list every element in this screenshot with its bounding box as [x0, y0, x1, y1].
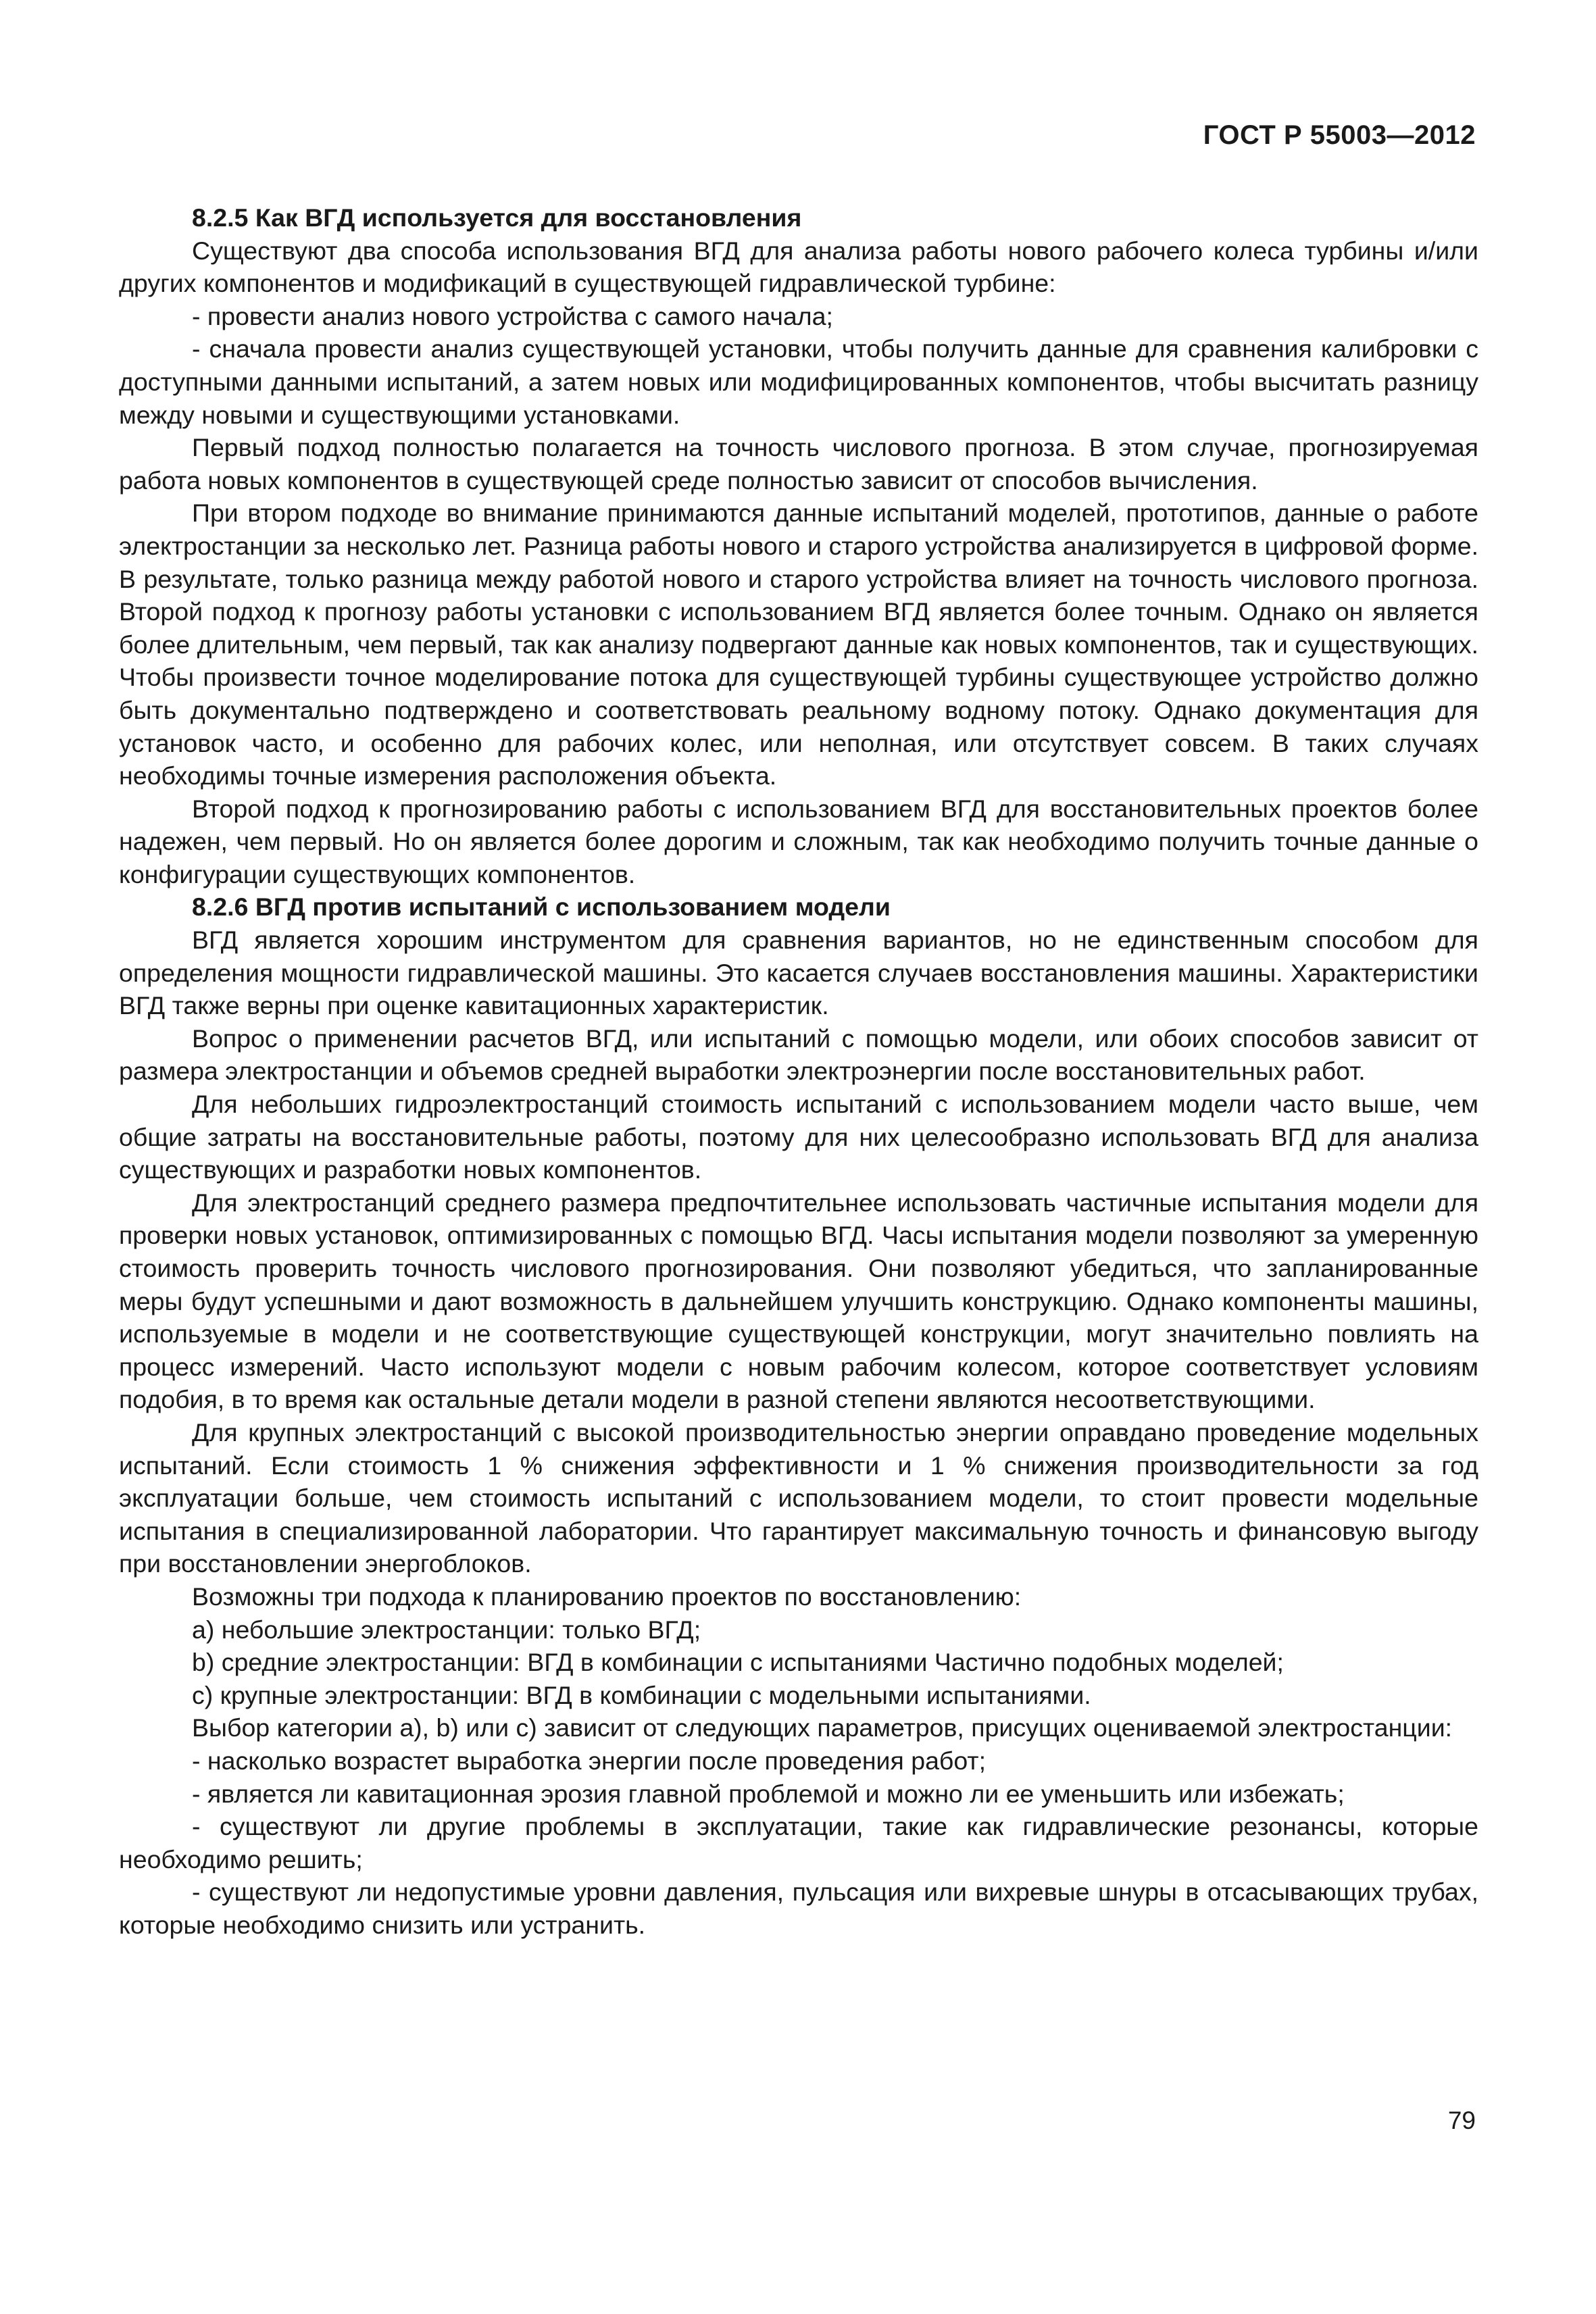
paragraph: При втором подходе во внимание принимаются данные испытаний моделей, прототипов, данные о работе электростанции за несколько лет. Разница работы нового и старого устройства анализируется в цифровой форме. В результате, только разница между работой нового и старого устройства влияет на точность числового прогноза. Второй подход к прогнозу работы установки с использованием ВГД является более точным. Однако он является более длительным, чем первый, так как анализу подвергают данные как новых компонентов, так и существующих. Чтобы произвести точное моделирование потока для существующей турбины существующее устройство должно быть документально подтверждено и соответствовать реальному водному потоку. Однако документация для установок часто, и особенно для рабочих колес, или неполная, или отсутствует совсем. В таких случаях необходимы точные измерения расположения объекта. [119, 499, 1478, 790]
paragraph: ВГД является хорошим инструментом для сравнения вариантов, но не единственным способом для определения мощности гидравлической машины. Это касается случаев восстановления машины. Характеристики ВГД также верны при оценке кавитационных характеристик. [119, 926, 1478, 1020]
section-heading-8-2-5: 8.2.5 Как ВГД используется для восстановления [192, 203, 802, 232]
paragraph: Второй подход к прогнозированию работы с использованием ВГД для восстановительных проектов более надежен, чем первый. Но он является более дорогим и сложным, так как необходимо получить точные данные о конфигурации существующих компонентов. [119, 794, 1478, 888]
list-item: b) средние электростанции: ВГД в комбинации с испытаниями Частично подобных моделей; [192, 1648, 1284, 1677]
list-item: - является ли кавитационная эрозия главной проблемой и можно ли ее уменьшить или избежать; [192, 1779, 1345, 1808]
paragraph: Для крупных электростанций с высокой производительностью энергии оправдано проведение модельных испытаний. Если стоимость 1 % снижения эффективности и 1 % снижения производительности за год эксплуатации больше, чем стоимость испытаний с использованием модели, то стоит провести модельные испытания в специализированной лаборатории. Что гарантирует максимальную точность и финансовую выгоду при восстановлении энергоблоков. [119, 1417, 1478, 1578]
paragraph: Вопрос о применении расчетов ВГД, или испытаний с помощью модели, или обоих способов зависит от размера электростанции и объемов средней выработки электроэнергии после восстановительных работ. [119, 1024, 1478, 1086]
list-item: - существуют ли другие проблемы в эксплуатации, такие как гидравлические резонансы, которые необходимо решить; [119, 1812, 1478, 1873]
paragraph: Первый подход полностью полагается на точность числового прогноза. В этом случае, прогнозируемая работа новых компонентов в существующей среде полностью зависит от способов вычисления. [119, 433, 1478, 495]
list-item: - существуют ли недопустимые уровни давления, пульсация или вихревые шнуры в отсасывающих трубах, которые необходимо снизить или устранить. [119, 1878, 1478, 1939]
paragraph: Существуют два способа использования ВГД для анализа работы нового рабочего колеса турбины и/или других компонентов и модификаций в существующей гидравлической турбине: [119, 236, 1478, 298]
paragraph: Возможны три подхода к планированию проектов по восстановлению: [192, 1582, 1022, 1611]
page-number: 79 [1447, 2107, 1476, 2134]
list-item: - сначала провести анализ существующей установки, чтобы получить данные для сравнения калибровки с доступными данными испытаний, а затем новых или модифицированных компонентов, чтобы высчитать разницу между новыми и существующими установками. [119, 334, 1478, 429]
paragraph: Для электростанций среднего размера предпочтительнее использовать частичные испытания модели для проверки новых установок, оптимизированных с помощью ВГД. Часы испытания модели позволяют за умеренную стоимость проверить точность числового прогнозирования. Они позволяют убедиться, что запланированные меры будут успешными и дают возможность в дальнейшем улучшить конструкцию. Однако компоненты машины, используемые в модели и не соответствующие существующей конструкции, могут значительно повлиять на процесс измерений. Часто используют модели с новым рабочим колесом, которое соответствует условиям подобия, в то время как остальные детали модели в разной степени являются несоответствующими. [119, 1188, 1478, 1414]
section-heading-8-2-6: 8.2.6 ВГД против испытаний с использованием модели [192, 892, 891, 922]
paragraph: Для небольших гидроэлектростанций стоимость испытаний с использованием модели часто выше, чем общие затраты на восстановительные работы, поэтому для них целесообразно использовать ВГД для анализа существующих и разработки новых компонентов. [119, 1090, 1478, 1184]
document-code-header: ГОСТ Р 55003—2012 [1203, 120, 1476, 150]
paragraph: Выбор категории a), b) или c) зависит от следующих параметров, присущих оцениваемой электростанции: [192, 1713, 1453, 1742]
list-item: - провести анализ нового устройства с самого начала; [192, 301, 833, 330]
list-item: a) небольшие электростанции: только ВГД; [192, 1615, 701, 1644]
list-item: c) крупные электростанции: ВГД в комбинации с модельными испытаниями. [192, 1680, 1091, 1709]
list-item: - насколько возрастет выработка энергии после проведения работ; [192, 1746, 987, 1775]
document-body [119, 201, 1478, 1941]
